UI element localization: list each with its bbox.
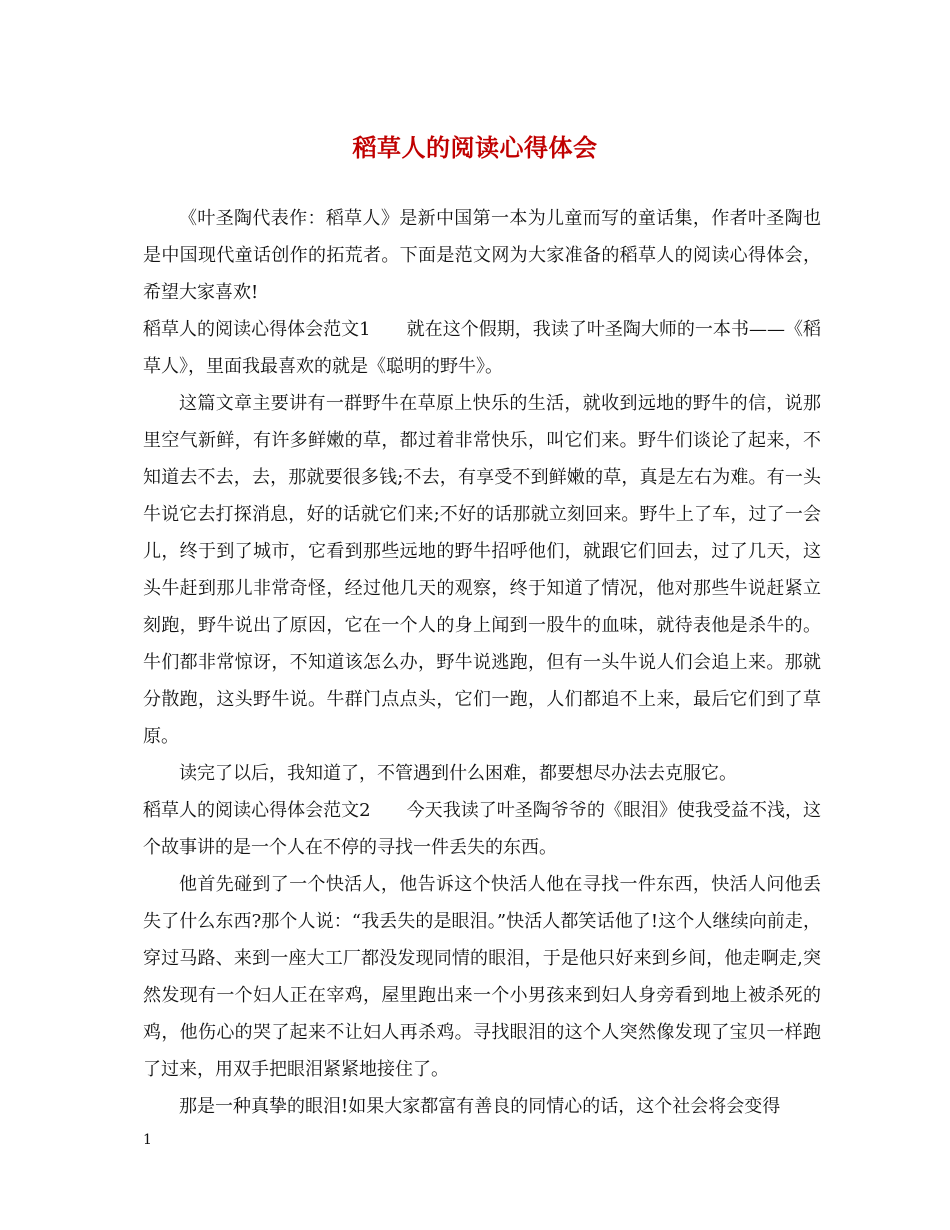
page-number: 1 [143, 1132, 152, 1148]
paragraph-tears-story: 他首先碰到了一个快活人，他告诉这个快活人他在寻找一件东西，快活人问他丢失了什么东西?那个人说：“我丢失的是眼泪。”快活人都笑话他了!这个人继续向前走，穿过马路、来到一座大工厂都没发现同情的眼泪，于是他只好来到乡间，他走啊走,突然发现有一个妇人正在宰鸡，屋里跑出来一个小男孩来到妇人身旁看到地上被杀死的鸡，他伤心的哭了起来不让妇人再杀鸡。寻找眼泪的这个人突然像发现了宝贝一样跑了过来，用双手把眼泪紧紧地接住了。 [143, 874, 821, 1080]
paragraph-tears-reflection: 那是一种真挚的眼泪!如果大家都富有善良的同情心的话，这个社会将会变得 [179, 1096, 781, 1117]
paragraph-story-summary: 这篇文章主要讲有一群野牛在草原上快乐的生活，就收到远地的野牛的信，说那里空气新鲜，有许多鲜嫩的草，都过着非常快乐，叫它们来。野牛们谈论了起来，不知道去不去，去，那就要很多钱;不去，有享受不到鲜嫩的草，真是左右为难。有一头牛说它去打探消息，好的话就它们来;不好的话那就立刻回来。野牛上了车，过了一会儿，终于到了城市，它看到那些远地的野牛招呼他们，就跟它们回去，过了几天，这头牛赶到那儿非常奇怪，经过他几天的观察，终于知道了情况，他对那些牛说赶紧立刻跑，野牛说出了原因，它在一个人的身上闻到一股牛的血味，就待表他是杀牛的。牛们都非常惊讶，不知道该怎么办，野牛说逃跑，但有一头牛说人们会追上来。那就分散跑，这头野牛说。牛群门点点头，它们一跑，人们都追不上来，最后它们到了草原。 [143, 393, 821, 747]
document-title: 稻草人的阅读心得体会 [352, 133, 598, 162]
document-body [143, 200, 821, 1125]
paragraph-intro: 《叶圣陶代表作：稻草人》是新中国第一本为儿童而写的童话集，作者叶圣陶也是中国现代童话创作的拓荒者。下面是范文网为大家准备的稻草人的阅读心得体会，希望大家喜欢! [143, 208, 821, 303]
paragraph-conclusion-1: 读完了以后，我知道了，不管遇到什么困难，都要想尽办法去克服它。 [179, 763, 737, 784]
paragraph-sample-2-heading: 稻草人的阅读心得体会范文2 今天我读了叶圣陶爷爷的《眼泪》使我受益不浅，这个故事讲的是一个人在不停的寻找一件丢失的东西。 [143, 800, 821, 858]
paragraph-sample-1-heading: 稻草人的阅读心得体会范文1 就在这个假期，我读了叶圣陶大师的一本书——《稻草人》，里面我最喜欢的就是《聪明的野牛》。 [143, 319, 821, 377]
